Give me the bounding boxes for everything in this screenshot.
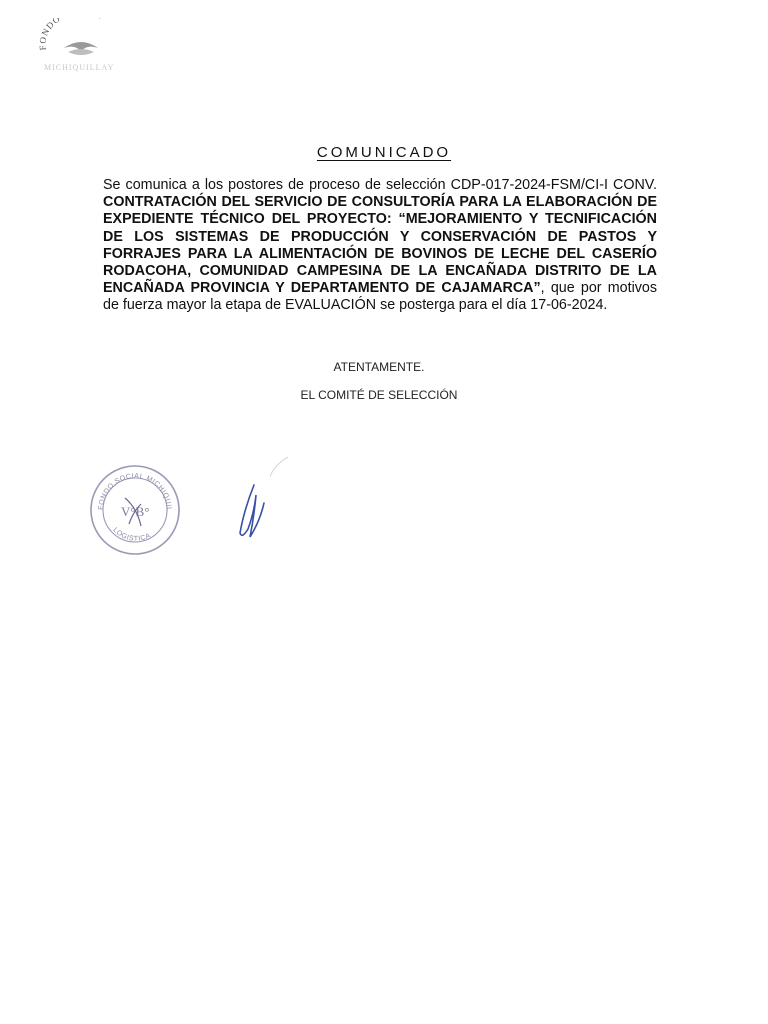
document-title: COMUNICADO <box>316 144 452 161</box>
signatory: EL COMITÉ DE SELECCIÓN <box>300 388 458 402</box>
logistica-stamp <box>85 460 185 555</box>
svg-text:LOGISTICA: LOGISTICA <box>111 526 152 543</box>
svg-text:FONDO SOCIAL MICHIQUILLAY: FONDO SOCIAL MICHIQUIL <box>97 472 173 512</box>
closing-salutation: ATENTAMENTE. <box>333 360 425 374</box>
body-project-title: CONTRATACIÓN DEL SERVICIO DE CONSULTORÍA PARA LA ELABORACIÓN DE EXPEDIENTE TÉCNICO DEL PROYECTO: “MEJORAMIENTO Y TECNIFICACIÓN DE LOS SISTEMAS DE PRODUCCIÓN Y CONSERVACIÓN DE PASTOS Y FORRAJES PARA LA ALIMENTACIÓN DE BOVINOS DE LECHE DEL CASERÍO RODACOHA, COMUNIDAD CAMPESINA DE LA ENCAÑADA DISTRITO DE LA ENCAÑADA PROVINCIA Y DEPARTAMENTO DE CAJAMARCA” <box>103 194 657 297</box>
svg-text:V°B°: V°B° <box>121 504 150 519</box>
communique-body <box>103 177 657 315</box>
fondo-social-logo <box>36 18 126 74</box>
svg-text:FONDO SOCIAL: FONDO <box>37 18 63 51</box>
handwritten-signature <box>230 455 300 550</box>
svg-text:MICHIQUILLAY: MICHIQUILLAY <box>44 63 115 72</box>
body-conclusion: , que por motivos de fuerza mayor la etapa de EVALUACIÓN se posterga para el día 17-06-2024. <box>103 280 657 314</box>
body-intro: Se comunica a los postores de proceso de selección CDP-017-2024-FSM/CI-I CONV. <box>103 177 657 193</box>
